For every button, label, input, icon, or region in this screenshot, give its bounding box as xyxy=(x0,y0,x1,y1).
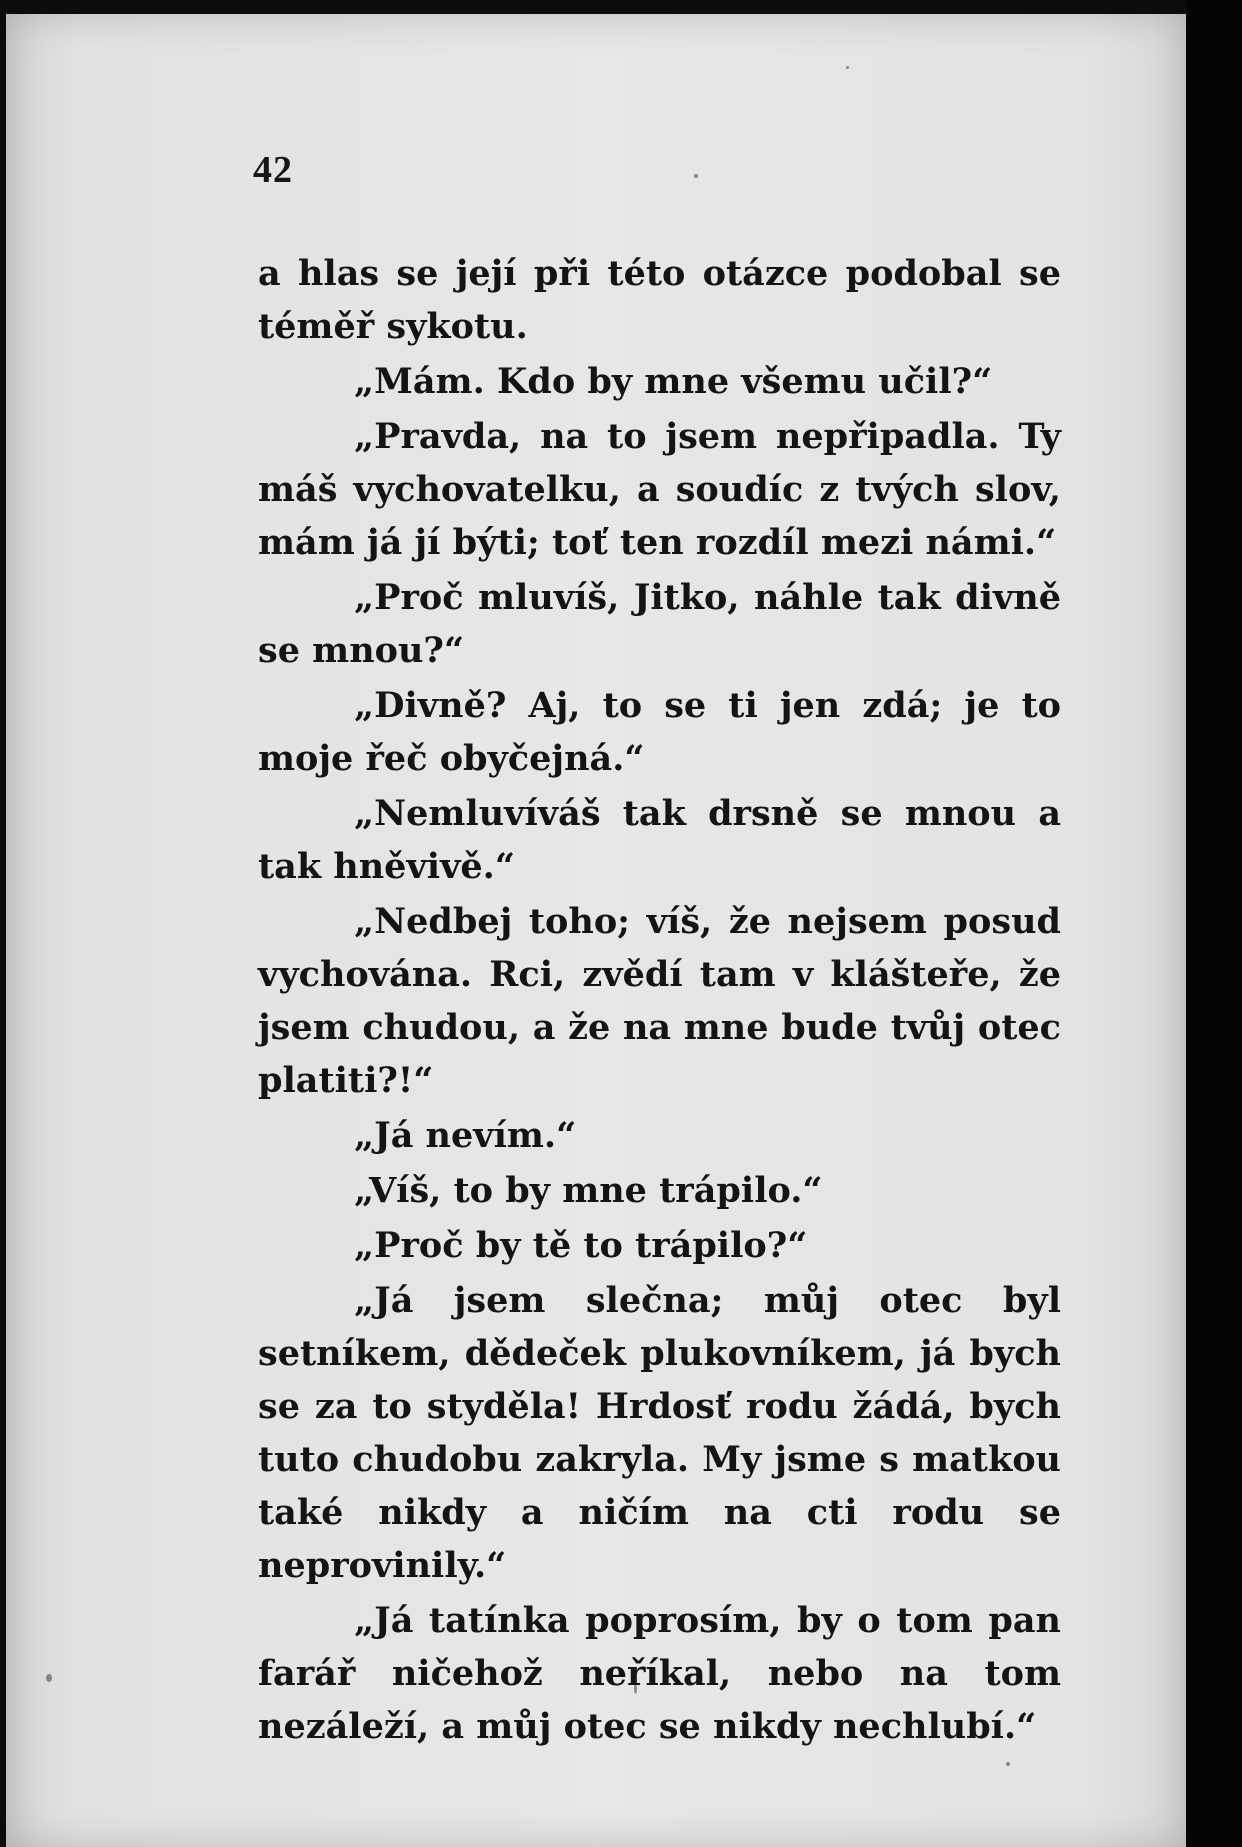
paragraph: „Já tatínka poprosím, by o tom pan farář ničehož neříkal, nebo na tom nezáleží, a můj otec se nikdy nechlubí.“ xyxy=(258,1600,1061,1747)
paragraph: a hlas se její při této otázce podobal se téměř sykotu. xyxy=(258,253,1061,347)
paragraph: „Nedbej toho; víš, že nejsem posud vychována. Rci, zvědí tam v klášteře, že jsem chudou, a že na mne bude tvůj otec platiti?!“ xyxy=(258,901,1061,1101)
paper-speck xyxy=(1006,1762,1010,1766)
page-number: 42 xyxy=(253,149,293,191)
paragraph: „Mám. Kdo by mne všemu učil?“ xyxy=(354,361,993,402)
paragraph: „Proč by tě to trápilo?“ xyxy=(354,1225,808,1266)
paragraph: „Víš, to by mne trápilo.“ xyxy=(354,1170,823,1211)
paragraph: „Pravda, na to jsem nepřipadla. Ty máš vychovatelku, a soudíc z tvých slov, mám já jí býti; toť ten rozdíl mezi námi.“ xyxy=(258,416,1061,563)
body-text xyxy=(258,247,1061,1755)
paragraph: „Já jsem slečna; můj otec byl setníkem, dědeček plukovníkem, já bych se za to styděla! Hrdosť rodu žádá, bych tuto chudobu zakryla. My jsme s matkou také nikdy a ničím na cti rodu se neprovinily.“ xyxy=(258,1280,1061,1586)
paper-speck xyxy=(694,174,698,178)
paragraph: „Nemluvíváš tak drsně se mnou a tak hněvivě.“ xyxy=(258,793,1061,887)
scan-edge-shadow xyxy=(1186,0,1242,1847)
paper-speck xyxy=(846,66,849,69)
paragraph: „Já nevím.“ xyxy=(354,1115,577,1156)
paper-speck xyxy=(46,1674,52,1682)
paragraph: „Proč mluvíš, Jitko, náhle tak divně se mnou?“ xyxy=(258,577,1061,671)
paragraph: „Divně? Aj, to se ti jen zdá; je to moje řeč obyčejná.“ xyxy=(258,685,1061,779)
